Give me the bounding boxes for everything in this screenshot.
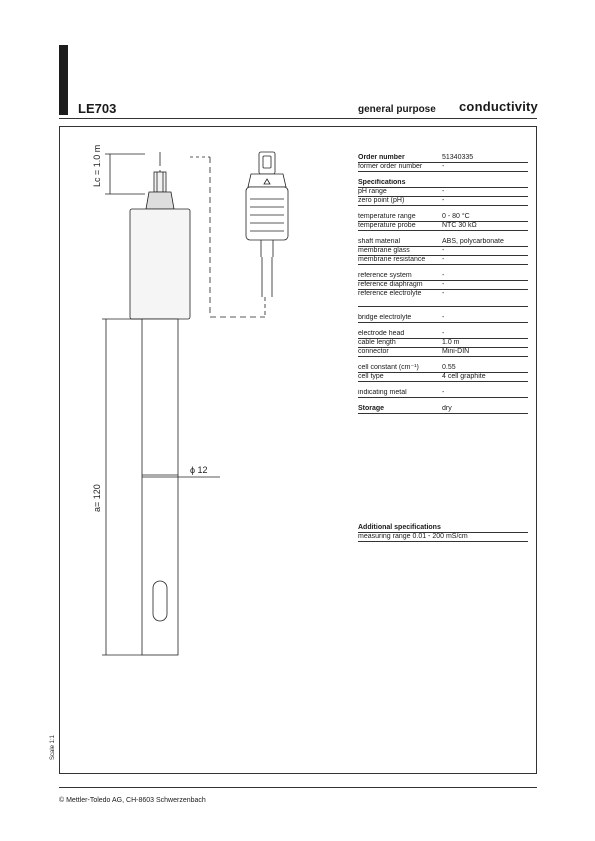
storage-label: Storage [358,405,385,412]
spec-value: - [442,256,445,263]
specifications-heading: Specifications [358,179,406,186]
table-row [358,339,528,348]
spec-label: cell constant (cm⁻¹) [358,364,419,371]
spec-value: - [442,290,445,297]
storage-row [358,405,528,414]
spec-value: - [442,330,445,337]
spec-label: membrane glass [358,247,410,254]
category-title: conductivity [459,99,538,114]
spec-value: ABS, polycarbonate [442,238,504,245]
spec-label: cable length [358,339,396,346]
spec-value: NTC 30 kΩ [442,222,477,229]
table-row [358,222,528,231]
former-order-number-row [358,163,528,172]
spec-label: temperature probe [358,222,416,229]
storage-value: dry [442,405,452,412]
table-row [358,272,528,281]
order-number-label: Order number [358,154,405,161]
additional-specifications [358,524,528,542]
spec-value: Mini-DIN [442,348,470,355]
table-row [358,330,528,339]
spec-value: - [442,272,445,279]
table-row [358,290,528,307]
table-row [358,314,528,323]
table-row [358,281,528,290]
spec-label: zero point (pH) [358,197,405,204]
length-dimension: a= 120 [92,484,102,512]
table-row [358,389,528,398]
table-row [358,197,528,206]
spec-label: reference electrolyte [358,290,422,297]
measuring-range-line: measuring range 0.01 - 200 mS/cm [358,533,528,542]
spec-value: 4 cell graphite [442,373,486,380]
spec-label: pH range [358,188,387,195]
scale-label: Scale 1:1 [50,734,56,760]
spec-label: cell type [358,373,384,380]
spec-value: - [442,188,445,195]
spec-value: 0.55 [442,364,456,371]
order-number-value: 51340335 [442,154,474,161]
category-prefix: general purpose [358,104,436,115]
spec-value: - [442,281,445,288]
specifications-heading-row [358,179,528,188]
spec-label: reference system [358,272,412,279]
spec-value: 0 - 80 °C [442,213,470,220]
table-row [358,364,528,373]
former-order-number-label: former order number [358,163,423,170]
former-order-number-value: - [442,163,445,170]
spec-value: - [442,314,445,321]
spec-label: indicating metal [358,389,407,396]
spec-label: reference diaphragm [358,281,423,288]
spec-label: electrode head [358,330,405,337]
table-row [358,213,528,222]
spec-value: 1.0 m [442,339,460,346]
additional-specifications-heading: Additional specifications [358,524,528,533]
spec-value: - [442,247,445,254]
table-row [358,256,528,265]
footer-rule [59,787,537,788]
product-title: LE703 [78,101,117,116]
order-number-row [358,154,528,163]
spec-value: - [442,389,445,396]
spec-label: bridge electrolyte [358,314,412,321]
spec-label: temperature range [358,213,416,220]
table-row [358,373,528,382]
table-row [358,188,528,197]
spec-value: - [442,197,445,204]
header-black-bar [59,45,68,115]
copyright-footer: © Mettler-Toledo AG, CH-8603 Schwerzenbach [59,797,206,804]
diameter-dimension: ϕ 12 [190,465,208,475]
spec-label: shaft material [358,238,401,245]
spec-label: connector [358,348,389,355]
table-row [358,247,528,256]
cable-length-dimension: Lc = 1.0 m [92,144,102,187]
table-row [358,238,528,247]
specification-table [358,154,528,414]
table-row [358,348,528,357]
header-rule [59,118,537,119]
spec-label: membrane resistance [358,256,426,263]
